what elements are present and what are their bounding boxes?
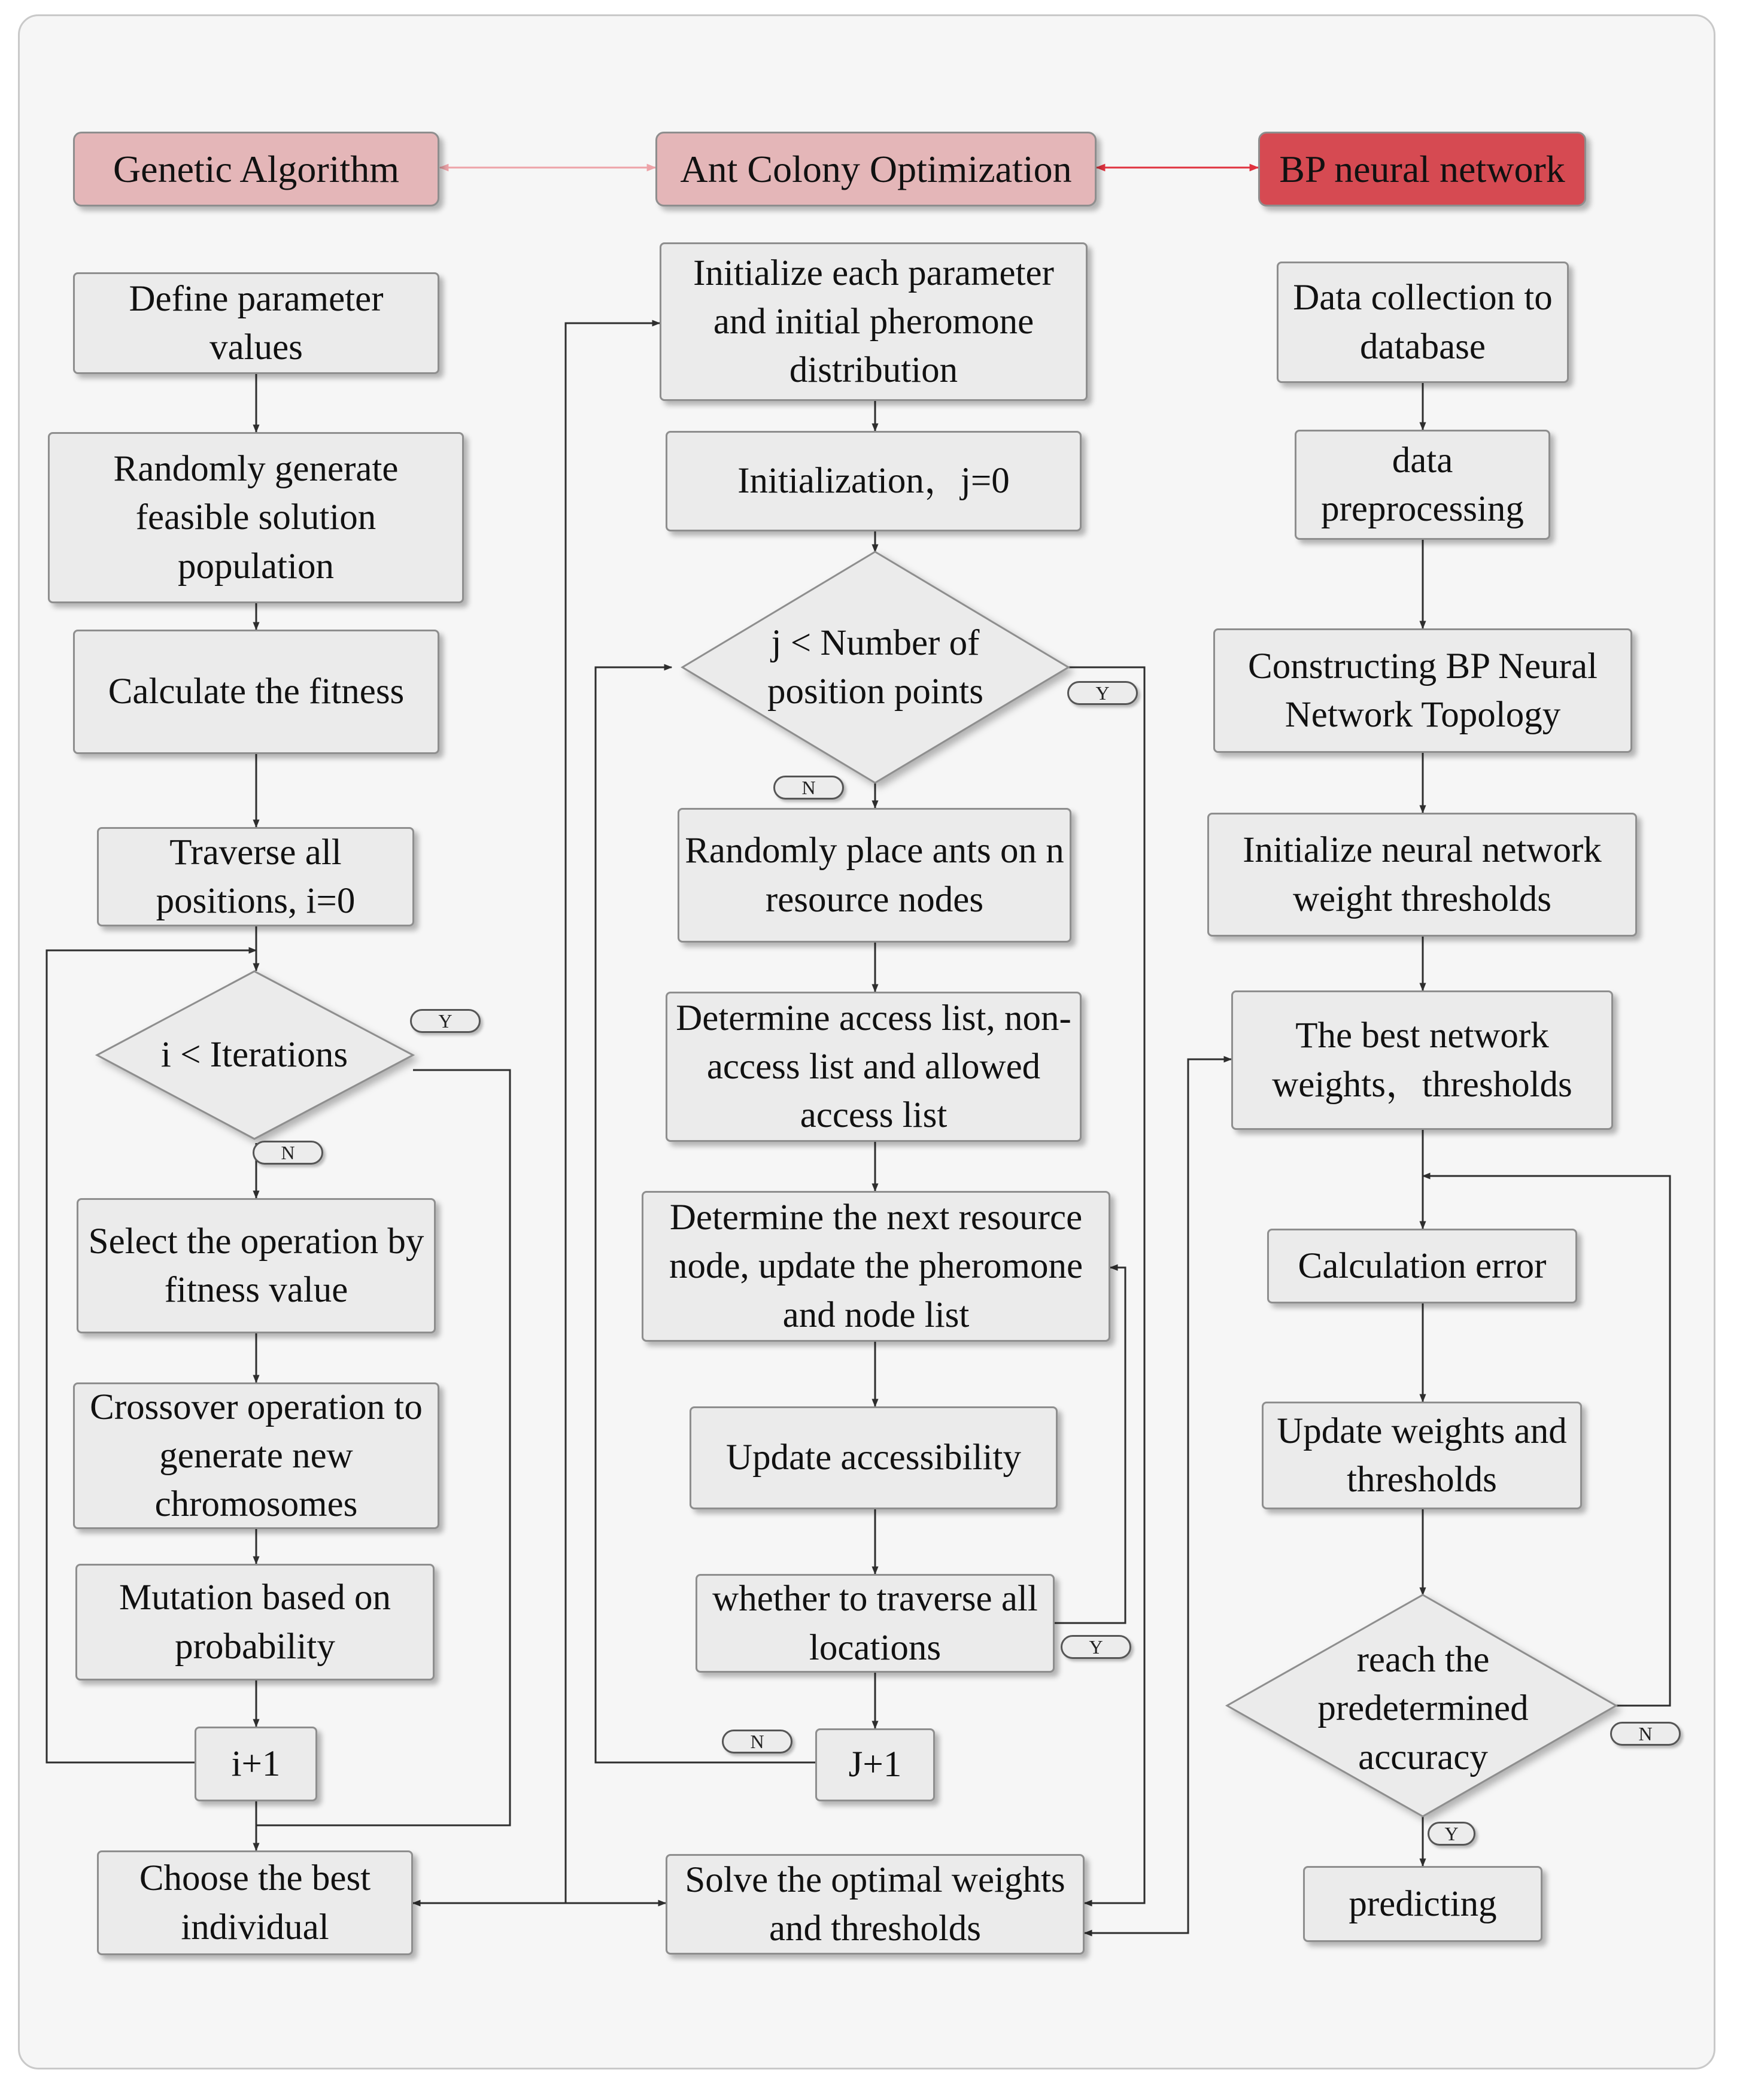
bp-update-weights: Update weights and thresholds	[1262, 1402, 1582, 1509]
header-bp-neural-network: BP neural network	[1258, 132, 1586, 206]
solve-to-bp-best	[1085, 1059, 1231, 1933]
aco-initialize-parameters: Initialize each parameter and initial pheromone distribution	[660, 242, 1088, 401]
aco-decision-label: j < Number of position points	[767, 622, 983, 712]
bp-yes-label: Y	[1428, 1822, 1475, 1846]
header-ant-colony-optimization: Ant Colony Optimization	[655, 132, 1097, 206]
bp-data-collection: Data collection to database	[1277, 262, 1569, 383]
ga-define-parameters: Define parameter values	[73, 272, 439, 374]
aco-next-node: Determine the next resource node, update the pheromone and node list	[642, 1191, 1110, 1342]
bp-calculation-error: Calculation error	[1267, 1229, 1577, 1303]
ga-choose-best: Choose the best individual	[97, 1850, 413, 1955]
bp-predicting: predicting	[1303, 1866, 1542, 1942]
aco-solve-optimal: Solve the optimal weights and thresholds	[666, 1854, 1085, 1955]
bp-initialize-weights: Initialize neural network weight thresholds	[1207, 813, 1637, 937]
aco-decision-yes-label: Y	[1067, 681, 1138, 705]
aco-access-lists: Determine access list, non-access list and allowed access list	[666, 992, 1082, 1142]
ga-calculate-fitness: Calculate the fitness	[73, 630, 439, 754]
header-genetic-algorithm: Genetic Algorithm	[73, 132, 439, 206]
ga-decision-label: i < Iterations	[160, 1035, 348, 1075]
ga-increment: i+1	[195, 1727, 317, 1801]
aco-decision-no-label: N	[773, 776, 844, 800]
bp-no-label: N	[1610, 1722, 1681, 1746]
ga-yes-label: Y	[410, 1009, 481, 1033]
aco-whether-traverse: whether to traverse all locations	[696, 1574, 1055, 1673]
aco-whether-yes-label: Y	[1061, 1635, 1131, 1659]
aco-increment: J+1	[815, 1728, 935, 1801]
aco-initialization-j: Initialization，j=0	[666, 431, 1082, 531]
best-to-aco-init	[566, 323, 660, 1903]
aco-update-accessibility: Update accessibility	[690, 1406, 1058, 1509]
bp-decision-label: reach the predetermined accuracy	[1317, 1640, 1529, 1777]
ga-mutation: Mutation based on probability	[75, 1564, 435, 1680]
bp-construct-topology: Constructing BP Neural Network Topology	[1213, 628, 1632, 753]
ga-traverse-positions: Traverse all positions, i=0	[97, 827, 414, 926]
ga-select-operation: Select the operation by fitness value	[77, 1198, 436, 1333]
aco-whether-no-label: N	[722, 1730, 792, 1753]
ga-random-population: Randomly generate feasible solution population	[48, 432, 464, 603]
bp-data-preprocessing: data preprocessing	[1295, 430, 1550, 540]
aco-place-ants: Randomly place ants on n resource nodes	[678, 808, 1071, 943]
ga-no-label: N	[253, 1141, 323, 1165]
bp-best-weights: The best network weights，thresholds	[1231, 990, 1613, 1130]
ga-crossover: Crossover operation to generate new chromosomes	[73, 1382, 439, 1529]
